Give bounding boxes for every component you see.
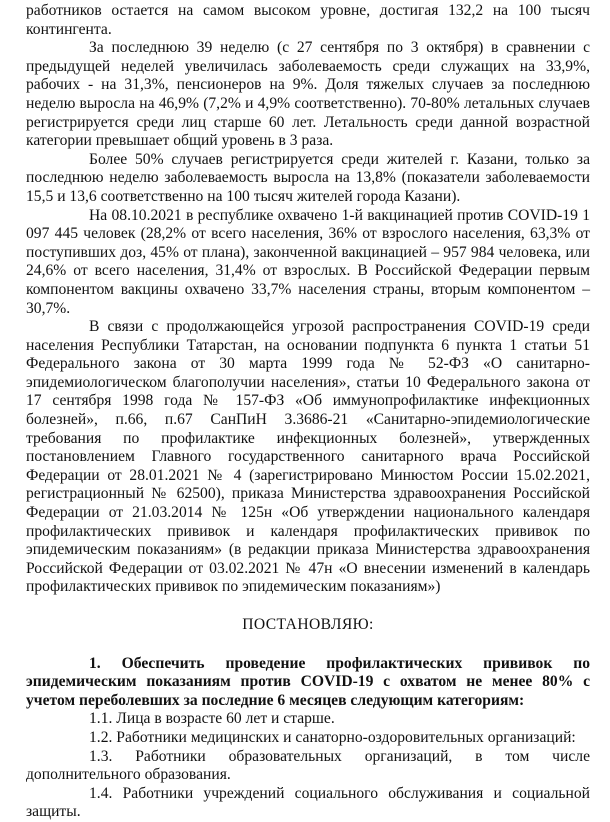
subitem-1-1: 1.1. Лица в возрасте 60 лет и старше. [89, 710, 335, 728]
resolution-item-1: 1. Обеспечить проведение профилактических прививок по эпидемическим показаниям против COVID-19 с охватом не менее 80% с учетом переболевших за последние 6 месяцев следующим категориям: [26, 654, 590, 709]
paragraph-kazan: Более 50% случаев регистрируется среди жителей г. Казани, только за последнюю неделю заболеваемость выросла на 13,8% (показатели заболеваемости 15,5 и 13,6 соответственно на 100 тысяч жителей города Казани). [26, 150, 590, 205]
spacer [26, 597, 590, 613]
paragraph-weekly-incidence: За последнюю 39 неделю (с 27 сентября по 3 октября) в сравнении с предыдущей неделей увеличилась заболеваемость среди служащих на 33,9%, рабочих - на 31,3%, пенсионеров на 9%. Доля тяжелых случаев за последнюю неделю выросла на 46,9% (7,2% и 4,9% соответственно). 70-80% летальных случаев регистрируется среди лиц старше 60 лет. Летальность среди данной возрастной категории превышает общий уровень в 3 раза. [26, 39, 590, 150]
paragraph-legal-basis: В связи с продолжающейся угрозой распространения COVID-19 среди населения Республики Татарстан, на основании подпункта 6 пункта 1 статьи 51 Федерального закона от 30 марта 1999 года № 52-ФЗ «О санитарно-эпидемиологическом благополучии населения», статьи 10 Федерального закона от 17 сентября 1998 года № 157-ФЗ «Об иммунопрофилактике инфекционных болезней», п.66, п.67 СанПиН 3.3686-21 «Санитарно-эпидемиологические требования по профилактике инфекционных болезней», утвержденных постановлением Главного государственного санитарного врача Российской Федерации от 28.01.2021 № 4 (зарегистрировано Минюстом России 15.02.2021, регистрационный № 62500), приказа Министерства здравоохранения Российской Федерации от 21.03.2014 № 125н «Об утверждении национального календаря профилактических прививок и календаря профилактических прививок по эпидемическим показаниям» (в редакции приказа Министерства здравоохранения Российской Федерации от 03.02.2021 № 47н «О внесении изменений в календарь профилактических прививок по эпидемическим показаниям») [26, 318, 590, 596]
subitem-1-4: 1.4. Работники учреждений социального обслуживания и социальной защиты. [26, 784, 590, 821]
subitem-1-2: 1.2. Работники медицинских и санаторно-оздоровительных организаций: [89, 728, 576, 746]
subitem-1-3: 1.3. Работники образовательных организаций, в том числе дополнительного образования. [26, 747, 590, 784]
paragraph-continuation: работников остается на самом высоком уровне, достигая 132,2 на 100 тысяч контингента. [26, 2, 590, 38]
resolution-heading: ПОСТАНОВЛЯЮ: [242, 616, 374, 633]
paragraph-vaccination: На 08.10.2021 в республике охвачено 1-й вакцинацией против COVID-19 1 097 445 человек (28,2% от всего населения, 36% от взрослого населения, 63,3% от поступивших доз, 45% от плана), законченной вакцинацией – 957 984 человека, или 24,6% от всего населения, 31,4% от взрослых. В Российской Федерации первым компонентом вакцины охвачено 33,7% населения страны, вторым компонентом – 30,7%. [26, 206, 590, 317]
